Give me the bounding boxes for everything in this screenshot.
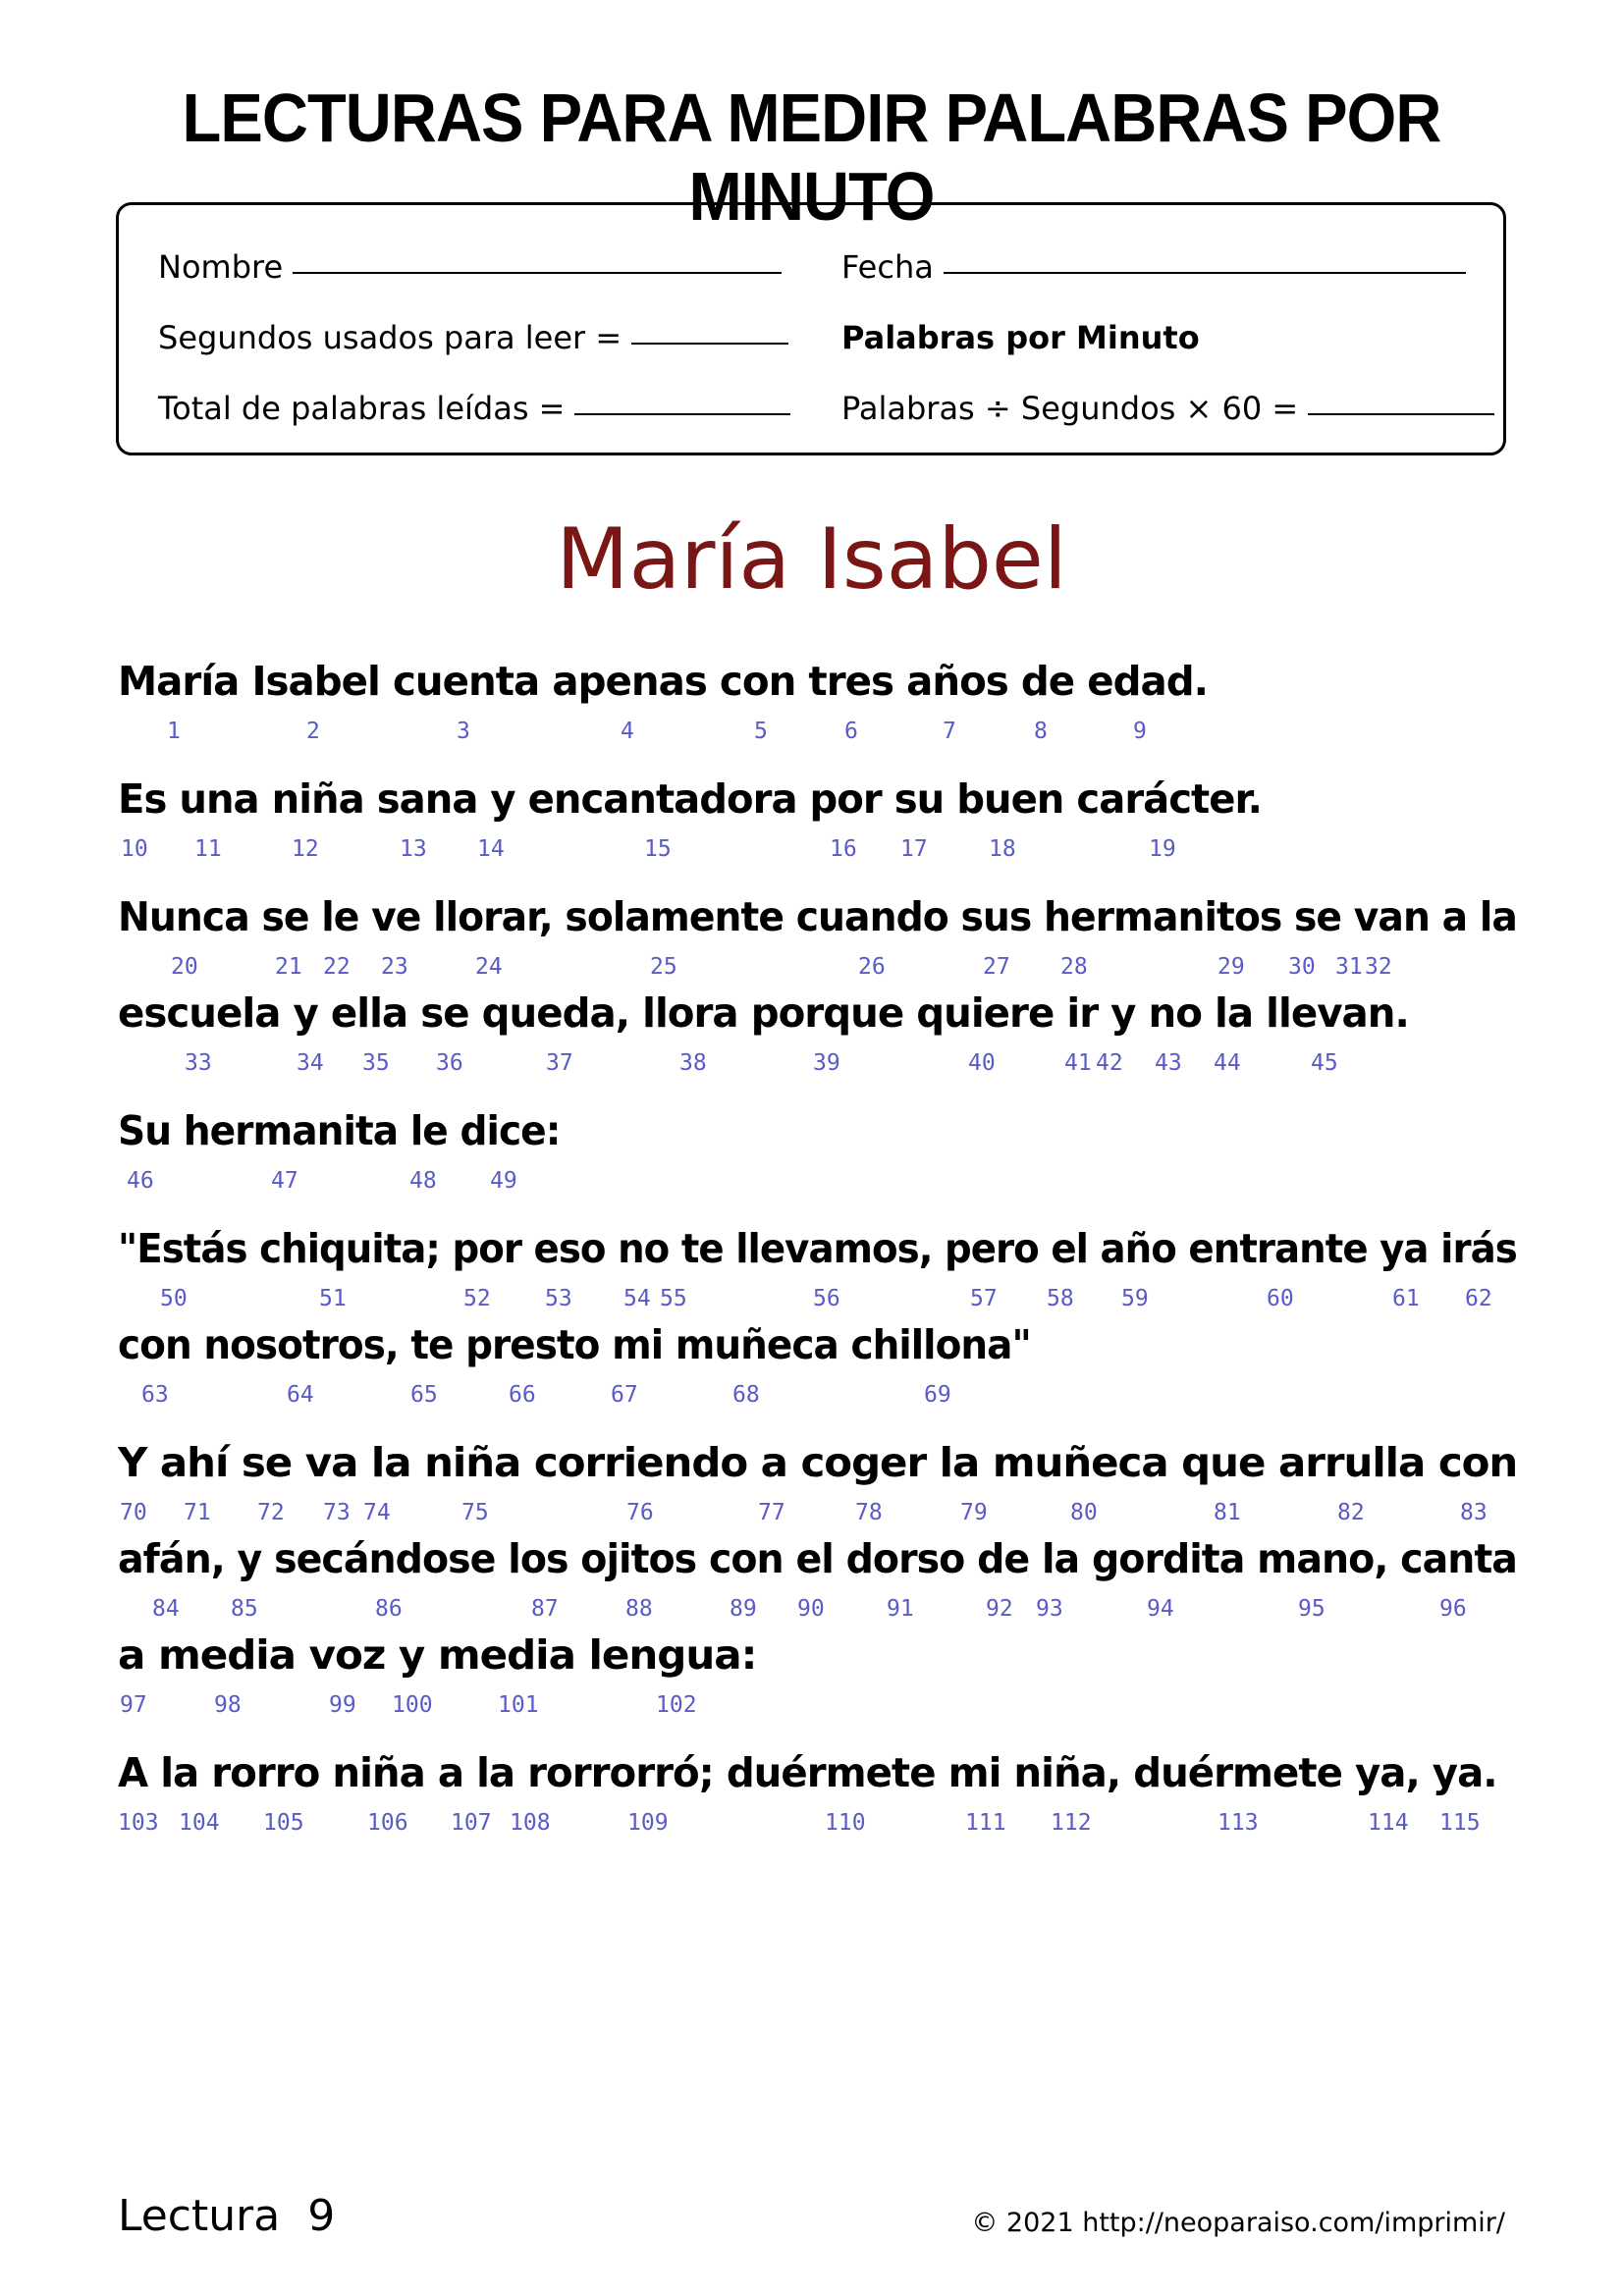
word-count-number: 77 — [758, 1500, 785, 1525]
word-count-number: 95 — [1298, 1596, 1325, 1622]
word-count-number: 37 — [546, 1050, 573, 1076]
word-count-number: 60 — [1267, 1286, 1294, 1311]
word-count-number: 91 — [887, 1596, 914, 1622]
date-blank-line[interactable] — [944, 271, 1466, 274]
word-count-number: 110 — [825, 1810, 866, 1836]
page-title: LECTURAS PARA MEDIR PALABRAS POR MINUTO — [182, 80, 1441, 235]
story-title: María Isabel — [556, 510, 1067, 609]
word-count-number: 80 — [1070, 1500, 1098, 1525]
word-count-number: 94 — [1147, 1596, 1174, 1622]
word-count-number: 42 — [1096, 1050, 1123, 1076]
name-label: Nombre — [158, 248, 284, 286]
word-count-number: 56 — [813, 1286, 840, 1311]
word-count-number: 25 — [650, 954, 677, 980]
lectura-number: 9 — [307, 2191, 336, 2241]
word-count-number: 104 — [179, 1810, 220, 1836]
word-count-number: 65 — [410, 1382, 438, 1408]
story-line: a media voz y media lengua: — [118, 1631, 757, 1679]
word-count-number: 114 — [1368, 1810, 1409, 1836]
word-count-number: 34 — [297, 1050, 324, 1076]
word-count-number: 32 — [1365, 954, 1392, 980]
word-count-number: 17 — [900, 836, 928, 862]
word-count-number: 89 — [730, 1596, 757, 1622]
word-count-number: 106 — [367, 1810, 408, 1836]
word-count-number: 113 — [1217, 1810, 1259, 1836]
lectura-word: Lectura — [118, 2191, 281, 2241]
word-count-number: 30 — [1288, 954, 1316, 980]
date-field[interactable] — [841, 248, 1466, 286]
word-count-number: 39 — [813, 1050, 840, 1076]
word-count-number: 33 — [185, 1050, 212, 1076]
word-count-number: 87 — [531, 1596, 559, 1622]
word-count-number: 100 — [392, 1692, 433, 1718]
word-count-number: 2 — [306, 719, 320, 744]
word-count-number: 83 — [1460, 1500, 1488, 1525]
word-count-number: 46 — [127, 1168, 154, 1194]
word-count-number: 75 — [461, 1500, 489, 1525]
word-count-number: 63 — [141, 1382, 169, 1408]
copyright-notice: © 2021 http://neoparaiso.com/imprimir/ — [971, 2208, 1505, 2238]
formula-label: Palabras ÷ Segundos × 60 = — [841, 390, 1299, 427]
word-count-number: 36 — [436, 1050, 463, 1076]
word-count-number: 101 — [498, 1692, 539, 1718]
name-blank-line[interactable] — [293, 271, 782, 274]
formula-blank-line[interactable] — [1308, 412, 1494, 415]
word-count-number: 68 — [732, 1382, 760, 1408]
ppm-label: Palabras por Minuto — [841, 319, 1200, 356]
formula-field[interactable] — [841, 390, 1494, 427]
word-count-number: 27 — [983, 954, 1010, 980]
word-count-number: 81 — [1214, 1500, 1241, 1525]
word-count-number: 73 — [323, 1500, 351, 1525]
word-count-number: 107 — [451, 1810, 492, 1836]
total-words-label: Total de palabras leídas = — [158, 390, 566, 427]
word-count-number: 9 — [1133, 719, 1147, 744]
total-words-blank-line[interactable] — [574, 412, 790, 415]
word-count-number: 82 — [1337, 1500, 1365, 1525]
word-count-number: 112 — [1051, 1810, 1092, 1836]
word-count-number: 88 — [625, 1596, 653, 1622]
word-count-number: 19 — [1149, 836, 1176, 862]
word-count-number: 1 — [167, 719, 181, 744]
word-count-number: 14 — [477, 836, 505, 862]
word-count-number: 7 — [943, 719, 956, 744]
story-line: con nosotros, te presto mi muñeca chillona" — [118, 1321, 1031, 1368]
word-count-number: 72 — [257, 1500, 285, 1525]
word-count-number: 78 — [855, 1500, 883, 1525]
total-words-field[interactable] — [158, 390, 790, 427]
ppm-heading — [841, 319, 1200, 356]
word-count-number: 49 — [490, 1168, 517, 1194]
story-line: María Isabel cuenta apenas con tres años de edad. — [118, 658, 1208, 705]
word-count-number: 62 — [1465, 1286, 1492, 1311]
word-count-number: 26 — [858, 954, 886, 980]
word-count-number: 115 — [1439, 1810, 1481, 1836]
word-count-number: 79 — [960, 1500, 988, 1525]
word-count-number: 20 — [171, 954, 198, 980]
word-count-number: 55 — [660, 1286, 687, 1311]
story-line: escuela y ella se queda, llora porque quiere ir y no la llevan. — [118, 989, 1409, 1037]
word-count-number: 93 — [1036, 1596, 1063, 1622]
word-count-number: 35 — [362, 1050, 390, 1076]
word-count-number: 23 — [381, 954, 408, 980]
word-count-number: 16 — [830, 836, 857, 862]
word-count-number: 102 — [656, 1692, 697, 1718]
word-count-number: 96 — [1439, 1596, 1467, 1622]
word-count-number: 74 — [363, 1500, 391, 1525]
word-count-number: 53 — [545, 1286, 572, 1311]
word-count-number: 8 — [1034, 719, 1048, 744]
word-count-number: 64 — [287, 1382, 314, 1408]
story-line: Su hermanita le dice: — [118, 1107, 561, 1154]
word-count-number: 51 — [319, 1286, 347, 1311]
word-count-number: 76 — [626, 1500, 654, 1525]
word-count-number: 22 — [323, 954, 351, 980]
word-count-number: 15 — [644, 836, 672, 862]
word-count-number: 71 — [184, 1500, 211, 1525]
story-line: Y ahí se va la niña corriendo a coger la muñeca que arrulla con — [118, 1439, 1518, 1486]
word-count-number: 11 — [194, 836, 222, 862]
word-count-number: 31 — [1335, 954, 1363, 980]
seconds-label: Segundos usados para leer = — [158, 319, 622, 356]
word-count-number: 58 — [1047, 1286, 1074, 1311]
word-count-number: 105 — [263, 1810, 304, 1836]
word-count-number: 99 — [329, 1692, 356, 1718]
word-count-number: 47 — [271, 1168, 298, 1194]
seconds-blank-line[interactable] — [631, 342, 788, 345]
word-count-number: 103 — [118, 1810, 159, 1836]
story-line: Es una niña sana y encantadora por su buen carácter. — [118, 775, 1262, 823]
seconds-field[interactable] — [158, 319, 788, 356]
word-count-number: 13 — [400, 836, 427, 862]
student-info-form — [116, 202, 1506, 455]
word-count-number: 67 — [611, 1382, 638, 1408]
word-count-number: 38 — [679, 1050, 707, 1076]
word-count-number: 4 — [621, 719, 634, 744]
word-count-number: 5 — [754, 719, 768, 744]
word-count-number: 21 — [275, 954, 302, 980]
date-label: Fecha — [841, 248, 934, 286]
word-count-number: 85 — [231, 1596, 258, 1622]
word-count-number: 44 — [1214, 1050, 1241, 1076]
word-count-number: 24 — [475, 954, 503, 980]
word-count-number: 66 — [509, 1382, 536, 1408]
word-count-number: 97 — [120, 1692, 147, 1718]
story-line: "Estás chiquita; por eso no te llevamos, pero el año entrante ya irás — [118, 1225, 1517, 1272]
word-count-number: 10 — [121, 836, 148, 862]
word-count-number: 29 — [1217, 954, 1245, 980]
word-count-number: 50 — [160, 1286, 188, 1311]
word-count-number: 3 — [457, 719, 470, 744]
word-count-number: 109 — [627, 1810, 669, 1836]
word-count-number: 70 — [120, 1500, 147, 1525]
word-count-number: 48 — [409, 1168, 437, 1194]
word-count-number: 43 — [1155, 1050, 1182, 1076]
word-count-number: 98 — [214, 1692, 242, 1718]
word-count-number: 86 — [375, 1596, 403, 1622]
name-field[interactable] — [158, 248, 782, 286]
word-count-number: 69 — [924, 1382, 951, 1408]
word-count-number: 28 — [1060, 954, 1088, 980]
story-line: A la rorro niña a la rorrorró; duérmete mi niña, duérmete ya, ya. — [118, 1749, 1497, 1796]
word-count-number: 84 — [152, 1596, 180, 1622]
story-line: Nunca se le ve llorar, solamente cuando sus hermanitos se van a la — [118, 893, 1517, 940]
word-count-number: 57 — [970, 1286, 998, 1311]
word-count-number: 45 — [1311, 1050, 1338, 1076]
lectura-label — [118, 2191, 335, 2241]
word-count-number: 6 — [844, 719, 858, 744]
word-count-number: 61 — [1392, 1286, 1420, 1311]
word-count-number: 41 — [1064, 1050, 1092, 1076]
word-count-number: 108 — [510, 1810, 551, 1836]
word-count-number: 40 — [968, 1050, 996, 1076]
word-count-number: 54 — [623, 1286, 651, 1311]
word-count-number: 92 — [986, 1596, 1013, 1622]
word-count-number: 12 — [292, 836, 319, 862]
word-count-number: 90 — [797, 1596, 825, 1622]
word-count-number: 111 — [965, 1810, 1006, 1836]
word-count-number: 18 — [989, 836, 1016, 862]
story-line: afán, y secándose los ojitos con el dorso de la gordita mano, canta — [118, 1535, 1517, 1582]
word-count-number: 52 — [463, 1286, 491, 1311]
word-count-number: 59 — [1121, 1286, 1149, 1311]
